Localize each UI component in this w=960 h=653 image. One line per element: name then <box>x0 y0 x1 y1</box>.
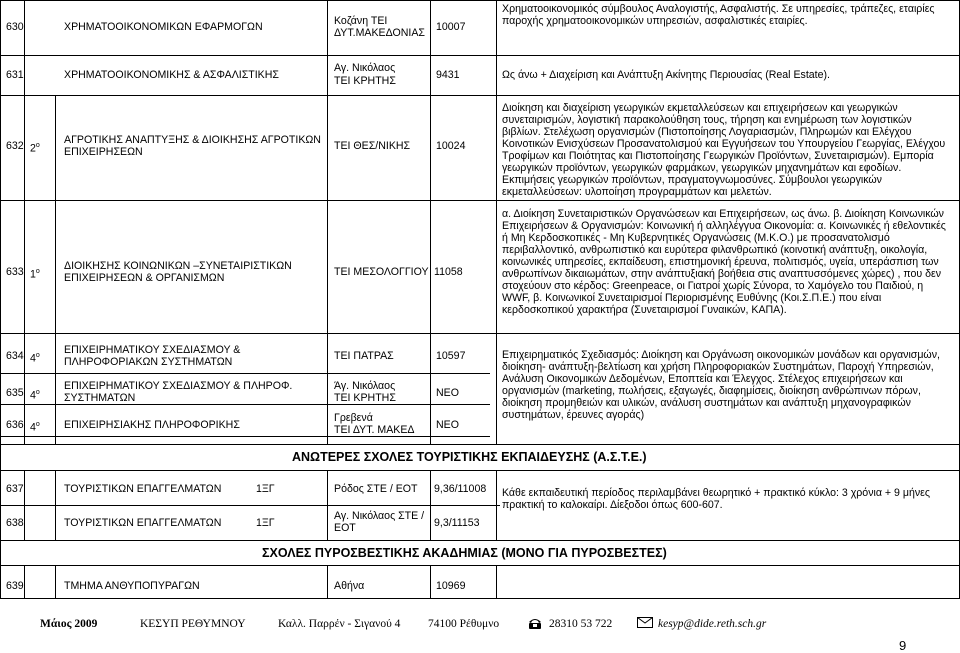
tourism-description: Κάθε εκπαιδευτική περίοδος περιλαμβάνει θεωρητικό + πρακτικό κύκλο: 3 χρόνια + 9 μήνες πρακτική το καλοκαίρι. Δίεξοδοι όπως 600-607. <box>502 487 931 511</box>
institution: Ρόδος ΣΤΕ / ΕΟΤ <box>334 483 418 495</box>
admission-score: ΝΕΟ <box>436 419 459 431</box>
institution-line1: Γρεβενά <box>334 412 373 424</box>
dept-name: ΤΟΥΡΙΣΤΙΚΩΝ ΕΠΑΓΓΕΛΜΑΤΩΝ <box>64 517 222 529</box>
institution: ΤΕΙ ΘΕΣ/ΝΙΚΗΣ <box>334 140 411 152</box>
priority: $4^o$ <box>30 352 40 365</box>
dept-code: 632 <box>6 140 24 152</box>
priority: $1^o$ <box>30 268 40 281</box>
institution-line1: Κοζάνη ΤΕΙ <box>334 15 388 27</box>
institution: ΤΕΙ ΠΑΤΡΑΣ <box>334 350 394 362</box>
institution-line1: Άγ. Νικόλαος <box>334 380 396 392</box>
admission-score: 10024 <box>436 140 466 152</box>
priority: $2^o$ <box>30 142 40 155</box>
dept-code: 633 <box>6 266 24 278</box>
admission-score: ΝΕΟ <box>436 387 459 399</box>
footer-address: Καλλ. Παρρέν - Σιγανού 4 <box>278 618 401 630</box>
career-description: Διοίκηση και διαχείριση γεωργικών εκμεταλλεύσεων και επιχειρήσεων και γεωργικών συνεταιρισμών, λογιστική παρακολούθηση τους, τήρηση και ενημέρωση των λογιστικών βιβλίων. Στελέχωση οργανισμών (Πιστοποίησης Λογαριασμών, Πληρωμών και Ελέγχου Κοινοτικών Ενισχύσεων Προσανατολισμού και Εγγυήσεων του Υπουργείου Γεωργίας, Ελέγχου Τροφίμων και Ποιότητας και Πιστοποίησης Γεωργικών Προϊόντων, Συνεταιρισμών). Εμπορία γεωργικών προϊόντων, γεωργικών φαρμάκων, γεωργικών μηχανημάτων και εφοδίων. Εκπιμήσεις γεωργικών προϊόντων, πραγματογνωμοσύνες. Σύμβουλοι γεωργικών εκμεταλλεύσεων: υλοποίηση προγραμμάτων και μελετών. <box>502 102 946 198</box>
dept-name: ΤΟΥΡΙΣΤΙΚΩΝ ΕΠΑΓΓΕΛΜΑΤΩΝ <box>64 483 222 495</box>
dept-name: ΤΜΗΜΑ ΑΝΘΥΠΟΠΥΡΑΓΩΝ <box>64 580 200 592</box>
school-type: 1ΞΓ <box>256 483 275 495</box>
dept-code: 636 <box>6 419 24 431</box>
institution-line1: Αγ. Νικόλαος <box>334 62 396 74</box>
footer-phone: 28310 53 722 <box>549 618 613 630</box>
institution: ΤΕΙ ΜΕΣΟΛΟΓΓΙΟΥ <box>334 266 429 278</box>
dept-name: ΧΡΗΜΑΤΟΟΙΚΟΝΟΜΙΚΗΣ & ΑΣΦΑΛΙΣΤΙΚΗΣ <box>64 69 279 81</box>
dept-code: 634 <box>6 350 24 362</box>
group-634-636-description: Επιχειρηματικός Σχεδιασμός: Διοίκηση και Οργάνωση οικονομικών μονάδων και οργανισμών, διοίκηση- ανάπτυξη-βελτίωση και χρήση Πληροφοριακών Συστημάτων, Παροχή Υπηρεσιών, Ανάλυση Οικονομικών Δεδομένων, Εποπτεία και Έλεγχος. Στέλεχος επιχειρήσεων και οργανισμών (marketing, πωλήσεις, εξαγωγές, διαφημίσεις, διοίκηση ανθρώπινων πόρων, διοίκηση προμηθειών και υλικών, ανάλυση συστημάτων και ανάπτυξη μηχανογραφικών συστημάτων, έρευνες αγοράς) <box>502 349 940 421</box>
dept-code: 637 <box>6 483 24 495</box>
dept-name: ΕΠΙΧΕΙΡΗΣΙΑΚΗΣ ΠΛΗΡΟΦΟΡΙΚΗΣ <box>64 419 240 431</box>
dept-name: ΑΓΡΟΤΙΚΗΣ ΑΝΑΠΤΥΞΗΣ & ΔΙΟΙΚΗΣΗΣ ΑΓΡΟΤΙΚΩΝ ΕΠΙΧΕΙΡΗΣΕΩΝ <box>64 134 321 158</box>
dept-code: 630 <box>6 21 24 33</box>
envelope-icon <box>637 616 653 634</box>
institution: Αθήνα <box>334 580 365 592</box>
admission-score: 9431 <box>436 69 460 81</box>
page-number: 9 <box>899 638 907 653</box>
footer-email[interactable]: kesyp@dide.reth.sch.gr <box>658 618 767 630</box>
priority: $4^o$ <box>30 421 40 434</box>
career-description: Ως άνω + Διαχείριση και Ανάπτυξη Ακίνητης Περιουσίας (Real Estate). <box>502 69 830 81</box>
admission-score: 10969 <box>436 580 466 592</box>
dept-name: ΧΡΗΜΑΤΟΟΙΚΟΝΟΜΙΚΩΝ ΕΦΑΡΜΟΓΩΝ <box>64 21 263 33</box>
admission-score: 9,36/11008 <box>434 483 487 495</box>
dept-code: 631 <box>6 69 24 81</box>
institution-line2: ΤΕΙ ΚΡΗΤΗΣ <box>334 75 396 87</box>
career-description: α. Διοίκηση Συνεταιριστικών Οργανώσεων και Επιχειρήσεων, ως άνω. β. Διοίκηση Κοινωνικών Επιχειρήσεων & Οργανισμών: Κοινωνική ή αλληλέγγυα Οικονομία: α. Κοινωνικές ή εθελοντικές ή Μη Κερδοσκοπικές - Μη Κυβερνητικές Οργανώσεις (Μ.Κ.Ο.) με προσανατολισμό περιβαλλοντικό, ανθρωπιστικό και ευρύτερα φιλανθρωπικό (κοινοτική ανάπτυξη, οικολογία, κοινωνικές υπηρεσίες, εκπαίδευση, επιστημονική έρευνα, πολιτισμός, υγεία, υπεράσπιση των ανθρωπίνων δικαιωμάτων, στην ανάπτυξιακή βοήθεια στις αναπτυσσόμενες χώρες) , που δεν στοχεύουν στο κέρδος: Greenpeace, οι Γιατροί χωρίς Σύνορα, το Χαμόγελο του Παιδιού, η WWF, β. Κοινωνικοί Συνεταιρισμοί Περιορισμένης Ευθύνης (Κοι.Σ.Π.Ε.) που είναι κερδοσκοπικού χαρακτήρα (Συνεταιρισμοί Γυναικών, ΚΑΠΑ). <box>502 208 946 316</box>
admission-score: 9,3/11153 <box>434 517 480 529</box>
footer-postcode: 74100 Ρέθυμνο <box>428 618 500 630</box>
institution-line2: ΕΟΤ <box>334 522 356 534</box>
admission-score: 11058 <box>434 266 463 278</box>
institution-line2: ΤΕΙ ΚΡΗΤΗΣ <box>334 392 396 404</box>
dept-code: 639 <box>6 580 24 592</box>
institution-line2: ΤΕΙ ΔΥΤ. ΜΑΚΕΔ <box>334 424 415 436</box>
school-type: 1ΞΓ <box>256 517 275 529</box>
footer-date: Μάιος 2009 <box>40 618 98 630</box>
footer-organization: ΚΕΣΥΠ ΡΕΘΥΜΝΟΥ <box>140 618 246 630</box>
admission-score: 10007 <box>436 21 466 33</box>
telephone-icon <box>528 616 542 635</box>
dept-name: ΕΠΙΧΕΙΡΗΜΑΤΙΚΟΥ ΣΧΕΔΙΑΣΜΟΥ & ΠΛΗΡΟΦ. ΣΥΣΤΗΜΑΤΩΝ <box>64 380 293 404</box>
priority: $4^o$ <box>30 389 40 402</box>
institution-line2: ΔΥΤ.ΜΑΚΕΔΟΝΙΑΣ <box>334 27 425 39</box>
career-description: Χρηματοοικονομικός σύμβουλος Αναλογιστής, Ασφαλιστής. Σε υπηρεσίες, τράπεζες, εταιρίες παροχής χρηματοοικονομικών υπηρεσιών, ασφαλιστικές εταιρίες. <box>502 3 935 27</box>
dept-code: 638 <box>6 517 24 529</box>
admission-score: 10597 <box>436 350 466 362</box>
section-heading-tourism: ΑΝΩΤΕΡΕΣ ΣΧΟΛΕΣ ΤΟΥΡΙΣΤΙΚΗΣ ΕΚΠΑΙΔΕΥΣΗΣ (Α.Σ.Τ.Ε.) <box>292 450 647 464</box>
institution-line1: Αγ. Νικόλαος ΣΤΕ / <box>334 510 425 522</box>
section-heading-fire-academy: ΣΧΟΛΕΣ ΠΥΡΟΣΒΕΣΤΙΚΗΣ ΑΚΑΔΗΜΙΑΣ (ΜΟΝΟ ΓΙΑ ΠΥΡΟΣΒΕΣΤΕΣ) <box>262 546 667 560</box>
dept-name: ΔΙΟΙΚΗΣΗΣ ΚΟΙΝΩΝΙΚΩΝ –ΣΥΝΕΤΑΙΡΙΣΤΙΚΩΝ ΕΠΙΧΕΙΡΗΣΕΩΝ & ΟΡΓΑΝΙΣΜΩΝ <box>64 260 292 284</box>
dept-name: ΕΠΙΧΕΙΡΗΜΑΤΙΚΟΥ ΣΧΕΔΙΑΣΜΟΥ & ΠΛΗΡΟΦΟΡΙΑΚΩΝ ΣΥΣΤΗΜΑΤΩΝ <box>64 344 241 368</box>
dept-code: 635 <box>6 387 24 399</box>
